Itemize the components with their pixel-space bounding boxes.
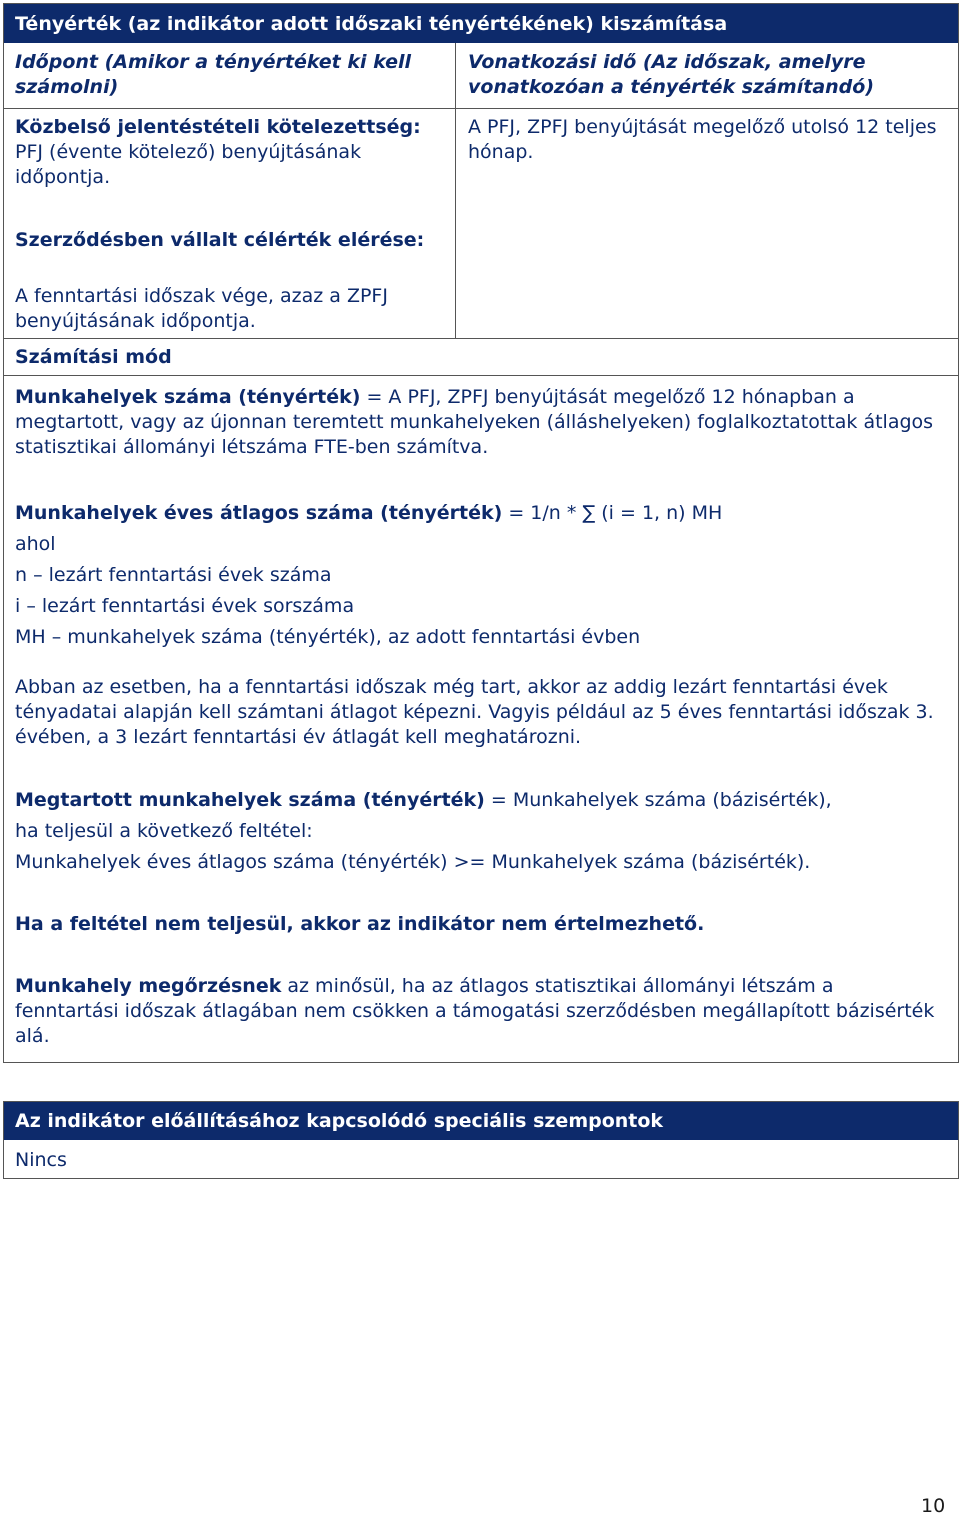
- calc-method-heading: Számítási mód: [15, 346, 172, 368]
- special-aspects-header: [4, 1102, 958, 1140]
- divider: [4, 338, 958, 339]
- calc-paragraph-4: [15, 788, 950, 813]
- definition-mh: MH – munkahelyek száma (tényérték), az adott fenntartási évben: [15, 626, 641, 648]
- calculation-table: [3, 3, 959, 1063]
- calc-p6-label: Munkahely megőrzésnek: [15, 975, 282, 997]
- divider: [4, 108, 958, 109]
- column-divider: [455, 43, 456, 339]
- condition-text: Munkahelyek éves átlagos száma (tényérték) >= Munkahelyek száma (bázisérték).: [15, 851, 811, 873]
- definition-i: i – lezárt fenntartási évek sorszáma: [15, 595, 355, 617]
- calc-paragraph-2: [15, 501, 950, 526]
- condition-intro: ha teljesül a következő feltétel:: [15, 820, 313, 842]
- definition-n: n – lezárt fenntartási évek száma: [15, 564, 332, 586]
- reference-period-heading: Vonatkozási idő (Az időszak, amelyre vonatkozóan a tényérték számítandó): [468, 51, 875, 98]
- where-label: ahol: [15, 533, 56, 555]
- interim-reporting-text: PFJ (évente kötelező) benyújtásának időpontja.: [15, 141, 362, 188]
- special-aspects-table: [3, 1101, 959, 1179]
- calc-p6-text: az minősül, ha az átlagos statisztikai állományi létszám a fenntartási időszak átlagában nem csökken a támogatási szerződésben megállapított bázisérték alá.: [15, 975, 935, 1047]
- calc-p4-label: Megtartott munkahelyek száma (tényérték): [15, 789, 485, 811]
- calc-body: [15, 385, 950, 1049]
- interim-reporting: [15, 115, 435, 190]
- calc-p2-label: Munkahelyek éves átlagos száma (tényérték): [15, 502, 503, 524]
- target-heading: Szerződésben vállalt célérték elérése:: [15, 229, 425, 251]
- interim-reporting-label: Közbelső jelentéstételi kötelezettség:: [15, 116, 421, 138]
- condition-warning: Ha a feltétel nem teljesül, akkor az indikátor nem értelmezhető.: [15, 913, 705, 935]
- calc-paragraph-6: [15, 974, 935, 1049]
- calc-p4-text: = Munkahelyek száma (bázisérték),: [484, 789, 832, 811]
- special-aspects-heading: Az indikátor előállításához kapcsolódó speciális szempontok: [15, 1110, 664, 1132]
- time-heading: Időpont (Amikor a tényértéket ki kell számolni): [15, 51, 412, 98]
- reference-period-text: A PFJ, ZPFJ benyújtását megelőző utolsó 12 teljes hónap.: [468, 116, 937, 163]
- table-title: Tényérték (az indikátor adott időszaki tényértékének) kiszámítása: [15, 13, 728, 35]
- page-number: 10: [921, 1495, 946, 1517]
- table-header: [4, 4, 958, 43]
- calc-p2-formula: = 1/n * ∑ (i = 1, n) MH: [502, 502, 723, 524]
- calc-paragraph-3: Abban az esetben, ha a fenntartási időszak még tart, akkor az addig lezárt fenntartási évek tényadatai alapján kell számtani átlagot képezni. Vagyis például az 5 éves fenntartási időszak 3. évében, a 3 lezárt fenntartási év átlagát kell meghatározni.: [15, 676, 934, 748]
- calc-paragraph-1: [15, 385, 950, 460]
- calc-p1-label: Munkahelyek száma (tényérték): [15, 386, 361, 408]
- divider: [4, 375, 958, 376]
- target-text: A fenntartási időszak vége, azaz a ZPFJ benyújtásának időpontja.: [15, 285, 388, 332]
- calc-p1-text: = A PFJ, ZPFJ benyújtását megelőző 12 hónapban a megtartott, vagy az újonnan teremtett munkahelyeken (álláshelyeken) foglalkoztatottak átlagos statisztikai állományi létszáma FTE-ben számítva.: [15, 386, 934, 458]
- special-aspects-text: Nincs: [15, 1149, 67, 1171]
